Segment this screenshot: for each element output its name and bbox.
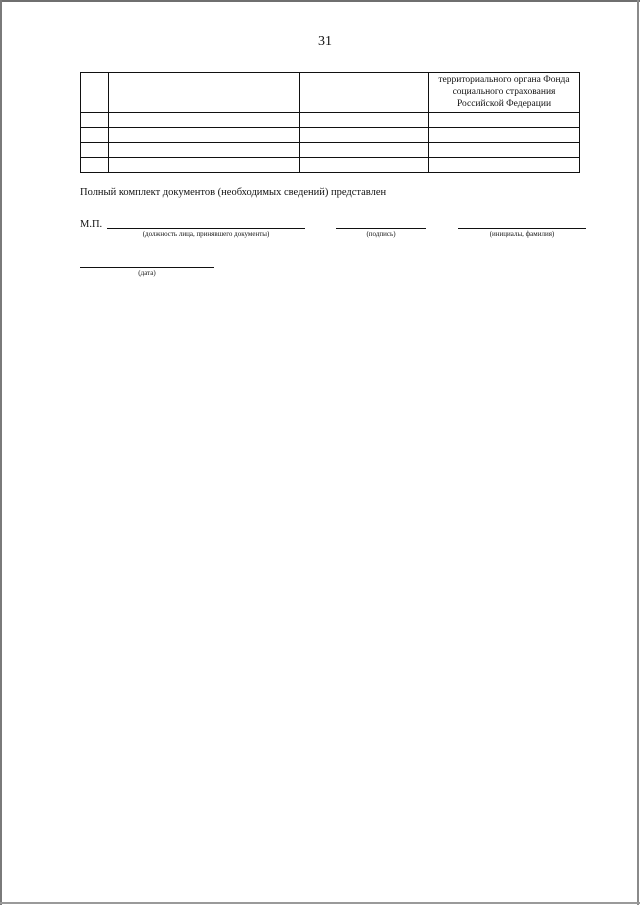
- table-row: [81, 128, 580, 143]
- signature-line: [336, 228, 426, 229]
- table-header-cell-territorial-body: [429, 73, 580, 113]
- table-row: [81, 143, 580, 158]
- header-line: территориального органа Фонда: [438, 75, 570, 85]
- table-cell: [429, 158, 580, 173]
- table-cell: [109, 143, 300, 158]
- table-row: [81, 113, 580, 128]
- table-cell: [81, 143, 109, 158]
- header-line: социального страхования: [452, 87, 556, 97]
- table-cell: [81, 128, 109, 143]
- table-cell: [109, 158, 300, 173]
- form-table: [80, 72, 580, 173]
- table-cell: [81, 158, 109, 173]
- table-cell: [300, 113, 429, 128]
- position-caption: (должность лица, принявшего документы): [142, 230, 270, 238]
- page-edge-top: [0, 0, 640, 2]
- table-cell: [300, 158, 429, 173]
- stamp-label: М.П.: [80, 219, 103, 230]
- table-cell: [429, 143, 580, 158]
- header-line: Российской Федерации: [456, 99, 552, 109]
- date-caption: (дата): [138, 269, 156, 277]
- initials-caption: (инициалы, фамилия): [489, 230, 555, 238]
- table-cell: [109, 128, 300, 143]
- table-cell: [429, 128, 580, 143]
- table-cell: [109, 73, 300, 113]
- table-cell: [429, 113, 580, 128]
- table-cell: [81, 113, 109, 128]
- signature-caption: (подпись): [366, 230, 396, 238]
- page-edge-right: [637, 0, 639, 905]
- statement-text: Полный комплект документов (необходимых сведений) представлен: [80, 187, 387, 198]
- table-cell: [300, 128, 429, 143]
- table-row: [81, 158, 580, 173]
- table-cell: [109, 113, 300, 128]
- page-number: 31: [318, 34, 332, 49]
- page-edge-bottom: [0, 902, 640, 904]
- table-cell: [300, 143, 429, 158]
- initials-line: [458, 228, 586, 229]
- table-cell: [81, 73, 109, 113]
- table-header-row: [81, 73, 580, 113]
- table-cell: [300, 73, 429, 113]
- page-edge-left: [0, 0, 2, 905]
- position-signature-line: [107, 228, 305, 229]
- date-line: [80, 267, 214, 268]
